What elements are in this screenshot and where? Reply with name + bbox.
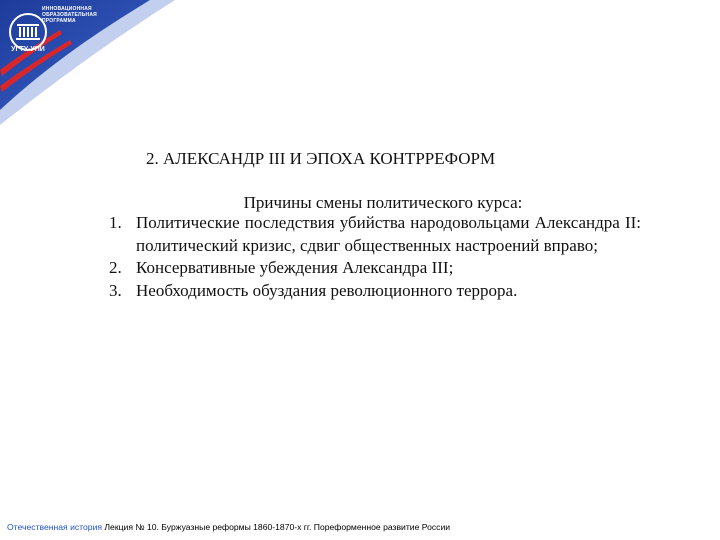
slide-footer xyxy=(7,522,450,532)
footer-course: Отечественная история xyxy=(7,522,103,532)
logo-caption xyxy=(42,6,97,24)
list-item-number: 3. xyxy=(109,280,122,300)
list-item-number: 1. xyxy=(109,213,122,232)
logo-line: ПРОГРАММА xyxy=(42,18,76,24)
list-item-text: Политические последствия убийства народовольцами Александра II: политический кризис, сдвиг общественных настроений вправо; xyxy=(136,213,641,255)
list-item xyxy=(109,280,641,303)
logo-line: ИННОВАЦИОННАЯ xyxy=(42,6,92,12)
logo-line: ОБРАЗОВАТЕЛЬНАЯ xyxy=(42,12,97,18)
footer-lecture: Лекция № 10. Буржуазные реформы 1860-1870-х гг. Пореформенное развитие России xyxy=(104,522,451,532)
list-item-text: Необходимость обуздания революционного террора. xyxy=(136,280,518,300)
list-item xyxy=(109,257,641,280)
corner-decoration xyxy=(0,0,200,130)
list-item xyxy=(109,212,641,257)
reasons-list xyxy=(109,212,641,302)
logo-badge: УГТУ-УПИ xyxy=(11,46,45,53)
slide-title: 2. АЛЕКСАНДР III И ЭПОХА КОНТРРЕФОРМ xyxy=(146,149,496,168)
slide-subtitle: Причины смены политического курса: xyxy=(243,193,523,212)
list-item-number: 2. xyxy=(109,258,122,278)
list-item-text: Консервативные убеждения Александра III; xyxy=(136,258,454,278)
